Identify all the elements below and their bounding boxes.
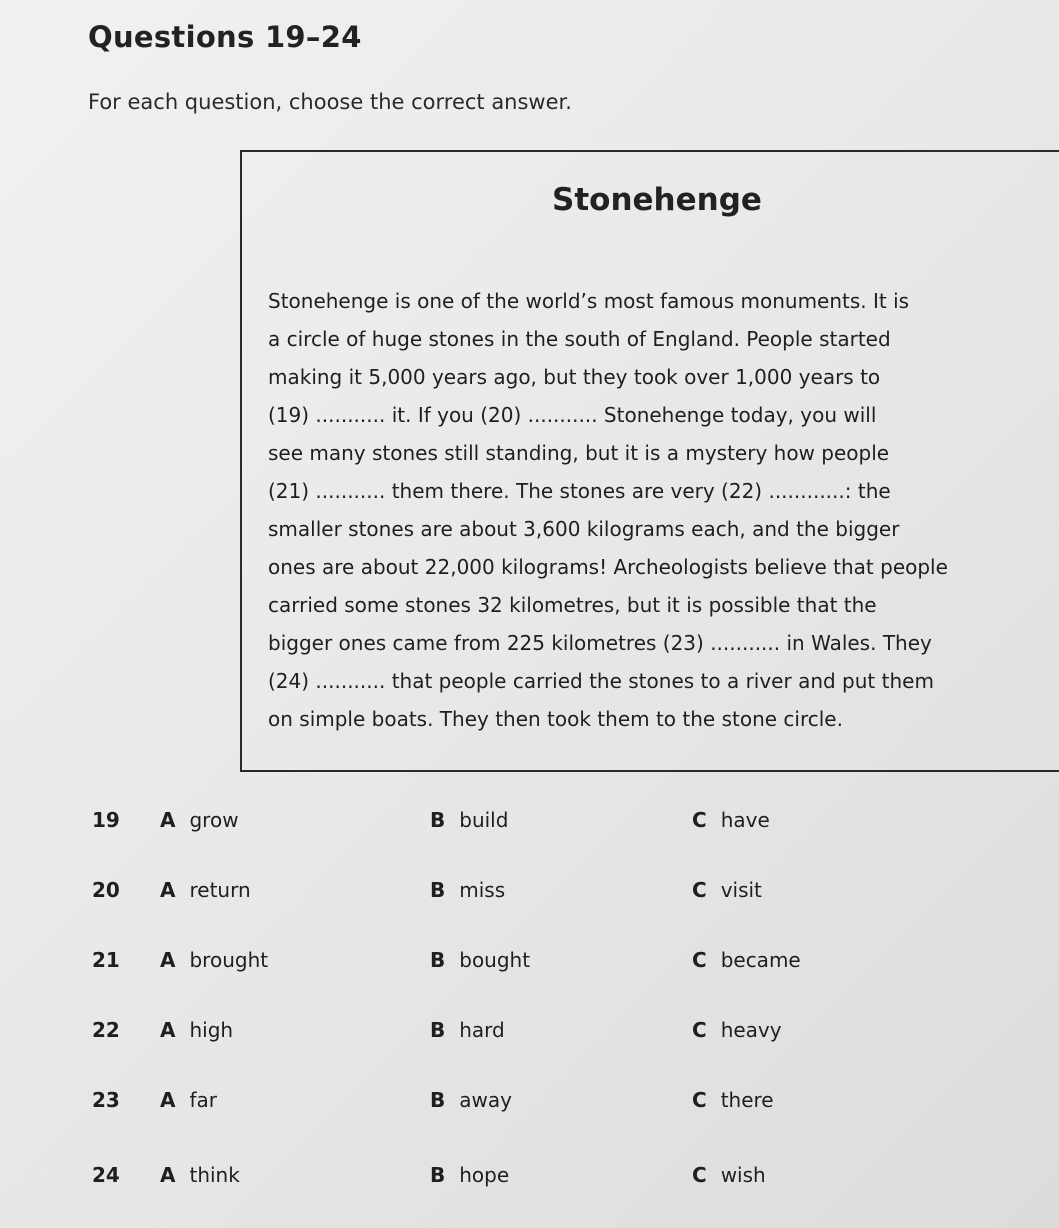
- option-22b[interactable]: [430, 1018, 505, 1042]
- option-text: return: [189, 878, 251, 902]
- passage-line: Stonehenge is one of the world’s most famous monuments. It is: [268, 289, 910, 313]
- option-text: think: [189, 1163, 240, 1187]
- option-letter: A: [160, 1018, 176, 1042]
- question-number: 19: [92, 808, 120, 832]
- option-text: visit: [720, 878, 762, 902]
- option-letter: B: [430, 1088, 446, 1112]
- passage-line: (24) ........... that people carried the stones to a river and put them: [268, 669, 934, 693]
- option-text: away: [459, 1088, 512, 1112]
- option-21a[interactable]: [160, 948, 268, 972]
- option-letter: C: [692, 1163, 707, 1187]
- option-text: build: [459, 808, 509, 832]
- option-24c[interactable]: [692, 1163, 766, 1187]
- option-20a[interactable]: [160, 878, 251, 902]
- option-21b[interactable]: [430, 948, 530, 972]
- option-text: bought: [459, 948, 531, 972]
- question-row-19: [0, 800, 1059, 840]
- option-letter: C: [692, 808, 707, 832]
- question-number: 21: [92, 948, 120, 972]
- option-letter: C: [692, 1088, 707, 1112]
- passage-line: a circle of huge stones in the south of England. People started: [268, 327, 891, 351]
- option-text: became: [720, 948, 801, 972]
- passage-title: Stonehenge: [552, 182, 762, 218]
- passage-line: (19) ........... it. If you (20) ........... Stonehenge today, you will: [268, 403, 877, 427]
- question-number: 23: [92, 1088, 120, 1112]
- option-letter: B: [430, 878, 446, 902]
- question-row-21: [0, 940, 1059, 980]
- option-20c[interactable]: [692, 878, 762, 902]
- option-23a[interactable]: [160, 1088, 217, 1112]
- option-20b[interactable]: [430, 878, 505, 902]
- option-letter: A: [160, 948, 176, 972]
- option-text: brought: [189, 948, 269, 972]
- option-text: far: [189, 1088, 218, 1112]
- option-22c[interactable]: [692, 1018, 782, 1042]
- option-letter: B: [430, 948, 446, 972]
- option-letter: A: [160, 1088, 176, 1112]
- option-letter: C: [692, 948, 707, 972]
- passage-box: [240, 150, 1059, 772]
- passage-line: smaller stones are about 3,600 kilograms each, and the bigger: [268, 517, 900, 541]
- option-letter: B: [430, 808, 446, 832]
- question-row-20: [0, 870, 1059, 910]
- page-heading: Questions 19–24: [88, 20, 362, 54]
- option-19c[interactable]: [692, 808, 770, 832]
- question-number: 22: [92, 1018, 120, 1042]
- option-letter: A: [160, 1163, 176, 1187]
- option-19a[interactable]: [160, 808, 239, 832]
- option-24b[interactable]: [430, 1163, 509, 1187]
- option-text: miss: [459, 878, 506, 902]
- passage-line: ones are about 22,000 kilograms! Archeologists believe that people: [268, 555, 948, 579]
- option-23b[interactable]: [430, 1088, 512, 1112]
- option-23c[interactable]: [692, 1088, 774, 1112]
- option-22a[interactable]: [160, 1018, 233, 1042]
- question-row-23: [0, 1080, 1059, 1120]
- option-21c[interactable]: [692, 948, 801, 972]
- passage-line: making it 5,000 years ago, but they took over 1,000 years to: [268, 365, 881, 389]
- question-row-24: [0, 1155, 1059, 1195]
- passage-line: carried some stones 32 kilometres, but it is possible that the: [268, 593, 877, 617]
- passage-body: [268, 282, 1028, 738]
- passage-line: on simple boats. They then took them to the stone circle.: [268, 707, 843, 731]
- passage-line: bigger ones came from 225 kilometres (23) ........... in Wales. They: [268, 631, 932, 655]
- option-text: hard: [459, 1018, 505, 1042]
- passage-line: see many stones still standing, but it is a mystery how people: [268, 441, 890, 465]
- question-number: 20: [92, 878, 120, 902]
- option-text: heavy: [720, 1018, 782, 1042]
- option-text: hope: [459, 1163, 510, 1187]
- option-19b[interactable]: [430, 808, 508, 832]
- option-text: grow: [189, 808, 239, 832]
- option-text: there: [720, 1088, 774, 1112]
- option-text: wish: [720, 1163, 766, 1187]
- instruction-text: For each question, choose the correct answer.: [88, 90, 572, 114]
- question-number: 24: [92, 1163, 120, 1187]
- question-row-22: [0, 1010, 1059, 1050]
- option-letter: B: [430, 1018, 446, 1042]
- option-text: high: [189, 1018, 234, 1042]
- option-letter: C: [692, 1018, 707, 1042]
- option-text: have: [720, 808, 770, 832]
- option-letter: A: [160, 808, 176, 832]
- option-letter: B: [430, 1163, 446, 1187]
- passage-line: (21) ........... them there. The stones are very (22) ............: the: [268, 479, 891, 503]
- option-letter: C: [692, 878, 707, 902]
- option-24a[interactable]: [160, 1163, 240, 1187]
- option-letter: A: [160, 878, 176, 902]
